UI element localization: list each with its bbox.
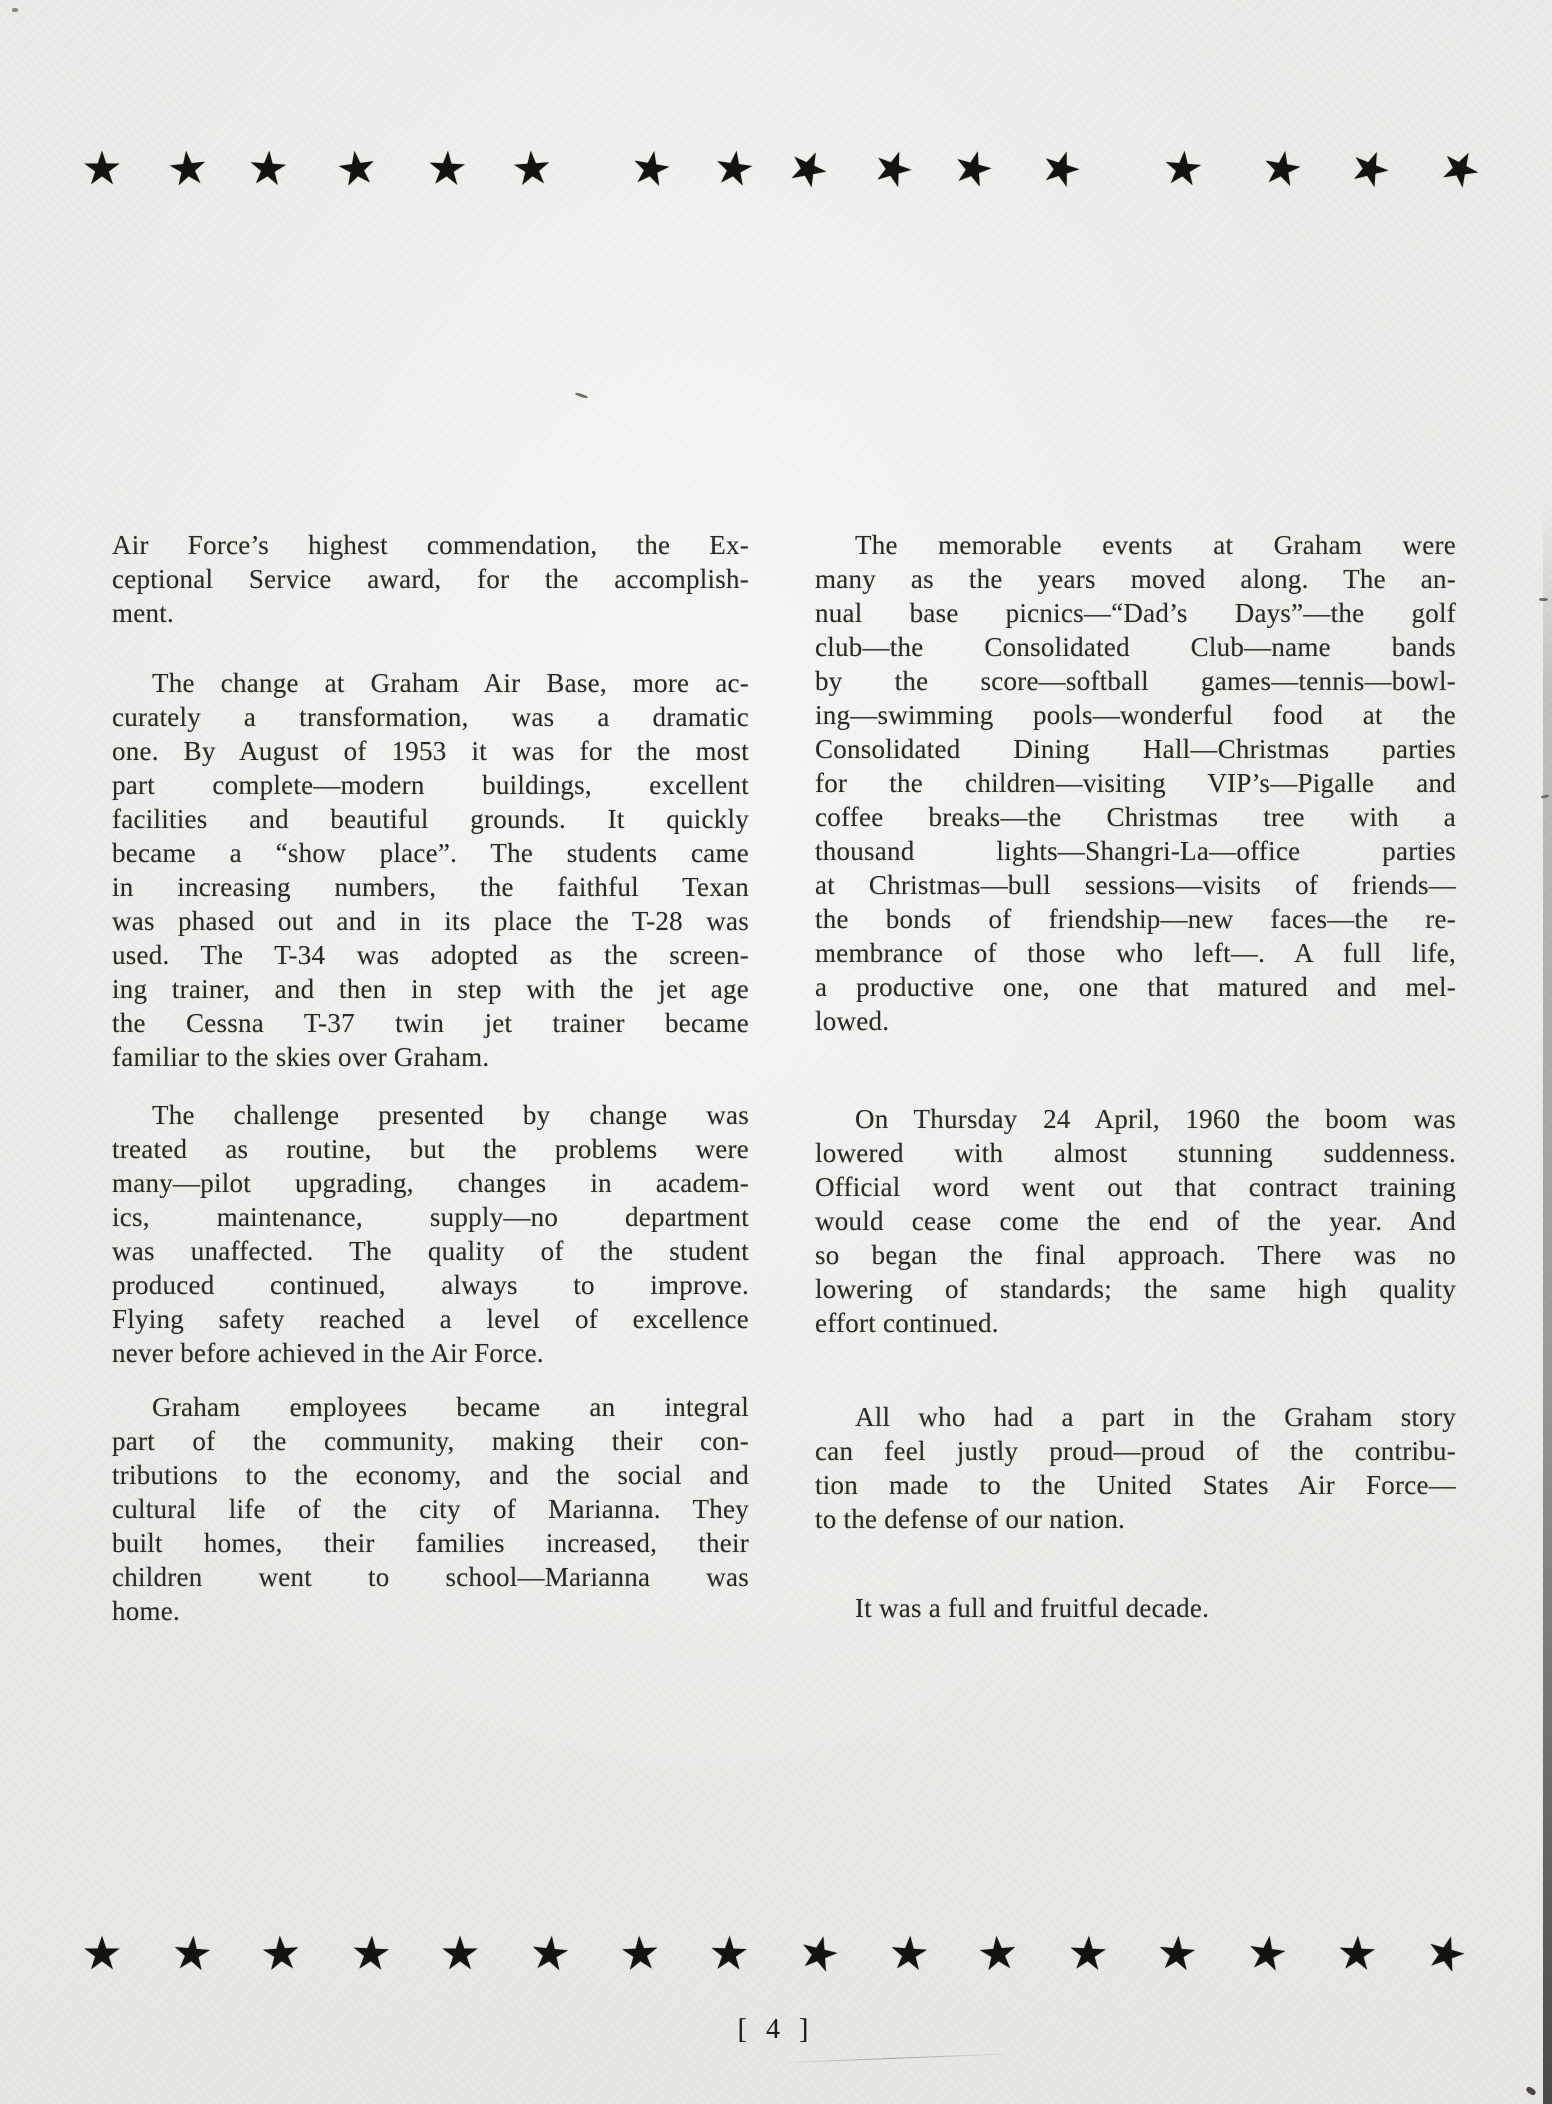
star-icon: ★	[886, 1926, 932, 1981]
text-line: produced continued, always to improve.	[112, 1270, 749, 1300]
text-line: coffee breaks—the Christmas tree with a	[815, 802, 1456, 832]
speck-mark	[12, 8, 18, 12]
star-icon: ★	[439, 1928, 481, 1979]
scan-edge-artifact	[1543, 500, 1552, 2104]
text-line: tion made to the United States Air Force—	[815, 1470, 1456, 1500]
text-line: club—the Consolidated Club—name bands	[815, 632, 1456, 662]
star-icon: ★	[1341, 137, 1399, 200]
text-line: the Cessna T-37 twin jet trainer became	[112, 1008, 749, 1038]
star-icon: ★	[626, 139, 676, 198]
star-icon: ★	[1335, 1926, 1379, 1981]
paragraph	[815, 1591, 1456, 1625]
text-line: at Christmas—bull sessions—visits of friends—	[815, 870, 1456, 900]
text-line: The change at Graham Air Base, more ac-	[152, 668, 749, 698]
text-line: home.	[112, 1596, 180, 1626]
star-icon: ★	[332, 140, 381, 197]
star-icon: ★	[245, 141, 291, 196]
text-line: cultural life of the city of Marianna. They	[112, 1494, 749, 1524]
text-line: On Thursday 24 April, 1960 the boom was	[855, 1104, 1456, 1134]
text-line: membrance of those who left—. A full life,	[815, 938, 1456, 968]
text-line: facilities and beautiful grounds. It quickly	[112, 804, 749, 834]
star-icon: ★	[164, 140, 212, 197]
text-line: many as the years moved along. The an-	[815, 564, 1456, 594]
text-line: became a “show place”. The students came	[112, 838, 749, 868]
star-icon: ★	[1066, 1926, 1110, 1981]
paragraph	[112, 1390, 749, 1628]
text-line: ceptional Service award, for the accomplish-	[112, 564, 749, 594]
star-icon: ★	[509, 141, 555, 196]
text-line: curately a transformation, was a dramatic	[112, 702, 749, 732]
text-line: so began the final approach. There was no	[815, 1240, 1456, 1270]
star-icon: ★	[865, 137, 922, 200]
text-line: children went to school—Marianna was	[112, 1562, 749, 1592]
text-line: part complete—modern buildings, excellent	[112, 770, 749, 800]
text-line: treated as routine, but the problems were	[112, 1134, 749, 1164]
star-icon: ★	[1419, 1923, 1473, 1984]
text-line: All who had a part in the Graham story	[855, 1402, 1456, 1432]
star-icon: ★	[1257, 139, 1307, 198]
text-line: ing trainer, and then in step with the jet age	[112, 974, 749, 1004]
star-icon: ★	[81, 1928, 123, 1979]
text-column-left	[112, 528, 749, 1628]
star-icon: ★	[1154, 1926, 1200, 1981]
text-line: used. The T-34 was adopted as the screen-	[112, 940, 749, 970]
paragraph	[112, 666, 749, 1074]
text-line: familiar to the skies over Graham.	[112, 1042, 490, 1072]
paragraph	[112, 528, 749, 630]
text-line: the bonds of friendship—new faces—the re-	[815, 904, 1456, 934]
paragraph	[112, 1098, 749, 1370]
star-icon: ★	[1243, 1925, 1292, 1982]
text-line: The memorable events at Graham were	[855, 530, 1456, 560]
text-line: part of the community, making their con-	[112, 1426, 749, 1456]
speck-mark	[1539, 598, 1548, 601]
text-line: in increasing numbers, the faithful Texan	[112, 872, 749, 902]
text-line: by the score—softball games—tennis—bowl-	[815, 666, 1456, 696]
star-icon: ★	[792, 1923, 846, 1984]
paragraph	[815, 1400, 1456, 1536]
text-line: ics, maintenance, supply—no department	[112, 1202, 749, 1232]
text-line: thousand lights—Shangri-La—office parties	[815, 836, 1456, 866]
text-line: one. By August of 1953 it was for the most	[112, 736, 749, 766]
text-line: a productive one, one that matured and mel-	[815, 972, 1456, 1002]
text-column-right	[815, 528, 1456, 1625]
text-line: lowering of standards; the same high quality	[815, 1274, 1456, 1304]
star-icon: ★	[710, 140, 759, 197]
text-line: for the children—visiting VIP’s—Pigalle and	[815, 768, 1456, 798]
text-line: never before achieved in the Air Force.	[112, 1338, 544, 1368]
text-line: Flying safety reached a level of excellence	[112, 1304, 749, 1334]
text-line: can feel justly proud—proud of the contribu-	[815, 1436, 1456, 1466]
star-icon: ★	[778, 136, 838, 201]
text-line: ing—swimming pools—wonderful food at the	[815, 700, 1456, 730]
text-line: lowered with almost stunning suddenness.	[815, 1138, 1456, 1168]
star-icon: ★	[1430, 136, 1491, 201]
star-icon: ★	[169, 1926, 215, 1981]
star-icon: ★	[618, 1926, 662, 1981]
star-icon: ★	[526, 1925, 574, 1982]
text-line: was unaffected. The quality of the student	[112, 1236, 749, 1266]
page-number: [ 4 ]	[737, 2014, 815, 2045]
star-icon: ★	[258, 1926, 304, 1981]
star-icon: ★	[707, 1927, 751, 1980]
text-line: would cease come the end of the year. And	[815, 1206, 1456, 1236]
text-line: Air Force’s highest commendation, the Ex-	[112, 530, 749, 560]
star-icon: ★	[975, 1926, 1021, 1981]
text-line: nual base picnics—“Dad’s Days”—the golf	[815, 598, 1456, 628]
text-line: was phased out and in its place the T-28 was	[112, 906, 749, 936]
speck-mark	[1525, 2086, 1537, 2097]
paragraph	[815, 528, 1456, 1038]
speck-mark	[575, 392, 588, 399]
scratch-mark	[778, 2054, 1003, 2064]
text-line: effort continued.	[815, 1308, 999, 1338]
star-icon: ★	[1160, 141, 1206, 196]
star-icon: ★	[946, 138, 1000, 199]
text-line: Graham employees became an integral	[152, 1392, 749, 1422]
star-icon: ★	[81, 143, 123, 194]
text-line: It was a full and fruitful decade.	[855, 1593, 1210, 1623]
star-icon: ★	[1033, 137, 1089, 200]
paragraph	[815, 1102, 1456, 1340]
text-line: many—pilot upgrading, changes in academ-	[112, 1168, 749, 1198]
text-line: to the defense of our nation.	[815, 1504, 1126, 1534]
text-line: ment.	[112, 598, 174, 628]
text-line: lowed.	[815, 1006, 890, 1036]
star-icon: ★	[425, 141, 469, 196]
text-line: The challenge presented by change was	[152, 1100, 749, 1130]
star-icon: ★	[349, 1926, 393, 1981]
text-line: built homes, their families increased, their	[112, 1528, 749, 1558]
text-line: Official word went out that contract training	[815, 1172, 1456, 1202]
text-line: tributions to the economy, and the social and	[112, 1460, 749, 1490]
text-line: Consolidated Dining Hall—Christmas parties	[815, 734, 1456, 764]
